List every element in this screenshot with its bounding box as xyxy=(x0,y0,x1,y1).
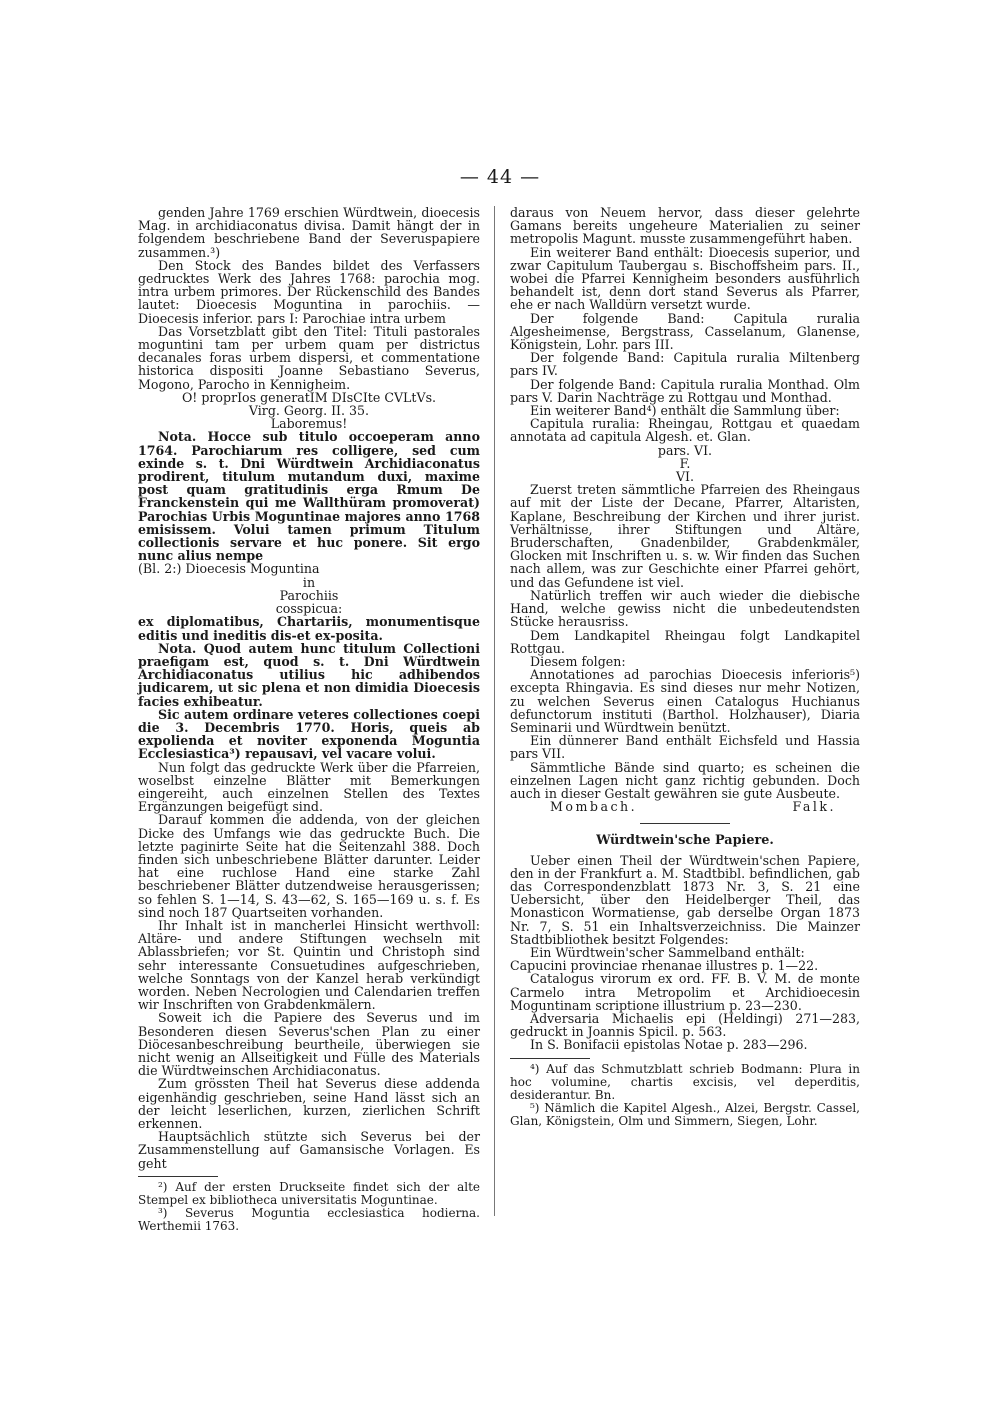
paragraph: Ihr Inhalt ist in mancherlei Hinsicht werthvoll: Altäre- und andere Stiftungen wechseln mit Ablassbriefen; vor St. Quintin und Christoph sind sehr interessante Consuetudines aufgeschrieben, welche Sonntags von der Kanzel herab verkündigt worden. Neben Necrologien und Calendarien treffen wir Inschriften von Grabdenkmälern. xyxy=(138,917,480,1013)
paragraph: Natürlich treffen wir auch wieder die diebische Hand, welche gewiss nicht die unbedeutendsten Stücke herausriss. xyxy=(510,587,860,630)
signature xyxy=(510,800,860,813)
footnote: ⁴) Auf das Schmutzblatt schrieb Bodmann: Plura in hoc volumine, chartis excisis, vel deperditis, desiderantur. Bn. xyxy=(510,1061,860,1102)
footnote-rule xyxy=(510,1058,590,1059)
title-line: Parochiis xyxy=(279,587,339,603)
title-line: in xyxy=(302,574,316,590)
title-line: cosspicua: xyxy=(275,601,343,617)
paragraph: Soweit ich die Papiere des Severus und im Besonderen diesen Severus'schen Plan zu einer Diöcesanbeschreibung beurtheile, überwiegen sie nicht wenig an Allseitigkeit und Fülle des Materials die Würdtweinschen Archidiaconatus. xyxy=(138,1010,480,1079)
paragraph: Der folgende Band: Capitula ruralia Algesheimense, Bergstrass, Casselanum, Glanense, Königstein, Lohr. pars III. xyxy=(510,310,860,353)
paragraph: Diesem folgen: xyxy=(530,653,626,669)
paragraph: Ein weiterer Band enthält: Dioecesis superior, und zwar Capitulum Taubergau s. Bischoffsheim pars. II., wobei die Pfarrei Kennigheim besonders ausführlich behandelt ist, denn dort stand Severus als Pfarrer, ehe er nach Walldürn versetzt wurde. xyxy=(510,244,860,313)
paragraph: genden Jahre 1769 erschien Würdtwein, dioecesis Mag. in archidiaconatus divisa. Damit hängt der in folgendem beschriebene Band der Severuspapiere zusammen.³) xyxy=(138,205,480,260)
paragraph: Sämmtliche Bände sind quarto; es scheinen die einzelnen Lagen nicht ganz richtig gebunden. Doch auch in dieser Gestalt gewähren sie gute Ausbeute. xyxy=(510,759,860,801)
motto-line: O! proprIos generatIM DIsCIte CVLtVs. xyxy=(181,389,437,405)
list-item: In S. Bonifacii epistolas Notae p. 283—296. xyxy=(530,1037,808,1053)
paragraph: Der folgende Band: Capitula ruralia Monthad. Olm pars V. Darin Nachträge zu Rottgau und Monthad. xyxy=(510,376,860,405)
paragraph: Darauf kommen die addenda, von der gleichen Dicke des Umfangs wie das gedruckte Buch. Die letzte paginirte Seite hat die Seitenzahl 388. Doch finden sich unbeschriebene Blätter darunter. Leider hat eine ruchlose Hand eine starke Zahl beschriebener Blätter dutzendweise herausgerissen; so fehlen S. 1—14, S. 43—62, S. 165—169 u. s. f. Es sind noch 187 Quartseiten vorhanden. xyxy=(138,812,480,920)
list-item: Catalogus virorum ex ord. FF. B. V. M. de monte Carmelo intra Metropolim et Archidioecesin Moguntinam scriptione illustrium p. 23—230. xyxy=(510,971,860,1013)
title-line: ex diplomatibus, Chartariis, monumentisque editis und ineditis dis-et ex-posita. xyxy=(138,614,480,643)
sic-autem: Sic autem ordinare veteres collectiones coepi die 3. Decembris 1770. Horis, queis ab expolienda et noviter exponenda Moguntia Ecclesiastica³) repausavi, vel vacare volui. xyxy=(138,706,480,762)
left-column xyxy=(138,206,480,1233)
paragraph: Hauptsächlich stützte sich Severus bei der Zusammenstellung auf Gamansische Vorlagen. Es geht xyxy=(138,1129,480,1171)
signature-place: Mombach. xyxy=(550,799,638,815)
page-number: — 44 — xyxy=(459,166,541,188)
footnote: ⁵) Nämlich die Kapitel Algesh., Alzei, Bergstr. Cassel, Glan, Königstein, Olm und Simmern, Siegen, Lohr. xyxy=(510,1100,860,1128)
paragraph: Ueber einen Theil der Würdtwein'schen Papiere, den in der Frankfurt a. M. Stadtbibl. befindlichen, gab das Correspondenzblatt 1873 Nr. 3, S. 21 eine Uebersicht, über den Heidelberger Theil, das Monasticon Wormatiense, gab derselbe Organ 1873 Nr. 7, S. 51 ein Inhaltsverzeichniss. Die Mainzer Stadtbibliothek besitzt Folgendes: xyxy=(510,852,860,947)
paragraph: Ein dünnerer Band enthält Eichsfeld und Hassia pars VII. xyxy=(510,733,860,762)
f-line: F. xyxy=(679,455,691,471)
paragraph: Zum grössten Theil hat Severus diese addenda eigenhändig geschrieben, seine Hand lässt sich an der leicht leserlichen, kurzen, zierlichen Schrift erkennen. xyxy=(138,1076,480,1132)
paragraph: Ein Würdtwein'scher Sammelband enthält: xyxy=(530,944,805,960)
paragraph: Dem Landkapitel Rheingau folgt Landkapitel Rottgau. xyxy=(510,627,860,656)
vi-line: VI. xyxy=(675,469,695,485)
paragraph: Der folgende Band: Capitula ruralia Miltenberg pars IV. xyxy=(510,350,860,379)
capitula-line: Capitula ruralia: Rheingau, Rottgau et quaedam annotata ad capitula Algesh. et. Glan. xyxy=(510,416,860,445)
column-divider xyxy=(494,206,495,1216)
paragraph: daraus von Neuem hervor, dass dieser gelehrte Gamans bereits ungeheure Materialien zu seiner metropolis Magunt. musste zusammengeführt haben. xyxy=(510,205,860,247)
footnote: ³) Severus Moguntia ecclesiastica hodierna. Werthemii 1763. xyxy=(138,1205,480,1233)
list-item: Capucini provinciae rhenanae illustres p. 1—22. xyxy=(510,958,819,974)
paragraph: Zuerst treten sämmtliche Pfarreien des Rheingaus auf mit der Liste der Decane, Pfarrer, Altaristen, Kaplane, Beschreibung der Kirchen und ihrer jurist. Verhältnisse, ihrer Stiftungen und Altäre, Bruderschaften, Gnadenbilder, Grabdenkmäler, Glocken mit Inschriften u. s. w. Wir finden das Suchen nach allem, was zur Geschichte einer Pfarrei gehört, und das Gefundene ist viel. xyxy=(510,482,860,590)
paragraph: Nun folgt das gedruckte Werk über die Pfarreien, woselbst einzelne Blätter mit Bemerkungen eingereiht, auch einzelnen Stellen des Textes Ergänzungen beigefügt sind. xyxy=(138,759,480,815)
paragraph: Das Vorsetzblatt gibt den Titel: Tituli pastorales moguntini tam per urbem quam per districtus decanales foras urbem dispersi, et commentatione historica dispositi Joanne Sebastiano Severus, Mogono, Parocho in Kennigheim. xyxy=(138,323,480,392)
motto-source: Virg. Georg. II. 35. xyxy=(248,403,370,419)
title-line: (Bl. 2:) Dioecesis Moguntina xyxy=(138,561,320,577)
signature-name: Falk. xyxy=(792,799,836,815)
list-item: Adversaria Michaelis epi (Heldingi) 271—283, gedruckt in Joannis Spicil. p. 563. xyxy=(510,1010,860,1040)
nota-1: Nota. Hocce sub titulo occoeperam anno 1764. Parochiarum res colligere, sed cum exinde s. t. Dni Würdtwein Archidiaconatus prodirent, titulum mutandum duxi, maxime post quam gratitudinis erga Rmum De Franckenstein qui me Wallthüram promoverat) Parochias Urbis Moguntinae majores anno 1768 emisissem. Volui tamen primum Titulum collectionis servare et huc ponere. Sit ergo nunc alius nempe xyxy=(138,429,480,564)
paragraph: Ein weiterer Band⁴) enthält die Sammlung über: xyxy=(530,403,840,419)
motto-laboremus: Laboremus! xyxy=(270,416,348,432)
nota-2: Nota. Quod autem hunc titulum Collectioni praefigam est, quod s. t. Dni Würdtwein Archidiaconatus utilius hic adhibendos judicarem, ut sic plena et non dimidia Dioecesis facies exhibeatur. xyxy=(138,640,480,709)
right-column xyxy=(510,206,860,1128)
paragraph: Annotationes ad parochias Dioecesis inferioris⁵) excepta Rhingavia. Es sind dieses nur mehr Notizen, zu welchen Severus einen Catalogus Huchianus defunctorum instituti (Barthol. Holzhauser), Diaria Seminarii und Würdtwein benützt. xyxy=(510,667,860,735)
footnote: ²) Auf der ersten Druckseite findet sich der alte Stempel ex bibliotheca universitatis Moguntinae. xyxy=(138,1179,480,1207)
pars-line: pars. VI. xyxy=(657,442,713,458)
footnote-rule xyxy=(138,1176,218,1177)
section-rule xyxy=(640,823,730,824)
paragraph: Den Stock des Bandes bildet des Verfassers gedrucktes Werk des Jahres 1768: parochia mog. intra urbem primores. Der Rückenschild des Bandes lautet: Dioecesis Moguntina in parochiis. — Dioecesis inferior. pars I: Parochiae intra urbem xyxy=(138,257,480,326)
section-heading: Würdtwein'sche Papiere. xyxy=(596,833,774,849)
